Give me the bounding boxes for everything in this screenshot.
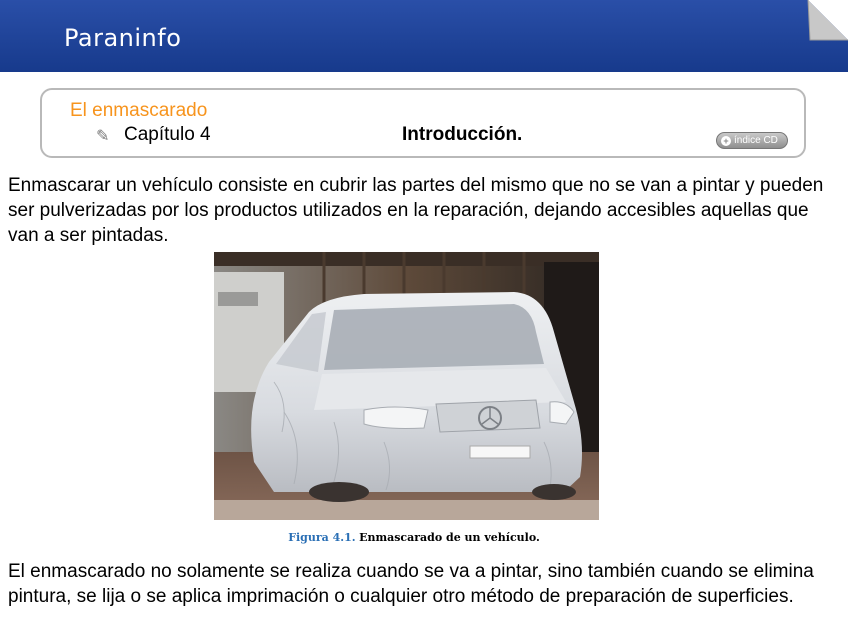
indice-cd-button[interactable]: [716, 132, 788, 149]
section-title: El enmascarado: [70, 100, 208, 121]
chapter-label: Capítulo 4: [124, 124, 211, 145]
figure-label: Figura 4.1.: [288, 531, 356, 544]
chapter-header-box: [40, 88, 806, 158]
pencil-icon: ✎: [96, 128, 110, 145]
figure-text: Enmascarado de un vehículo.: [359, 531, 540, 544]
brand-logo: Paraninfo: [64, 24, 182, 52]
figure-caption: [214, 531, 614, 544]
page-curl-icon: [808, 0, 848, 40]
topic-title: Introducción.: [402, 124, 523, 145]
indice-cd-label: índice CD: [734, 135, 778, 146]
masked-van-photo: [214, 252, 599, 520]
plus-circle-icon: +: [721, 136, 731, 146]
intro-paragraph: Enmascarar un vehículo consiste en cubrir las partes del mismo que no se van a pintar y pueden ser pulverizadas por los productos utilizados en la reparación, dejando accesibles aquellas que van a ser pintadas.: [8, 175, 824, 246]
second-paragraph: El enmascarado no solamente se realiza cuando se va a pintar, sino también cuando se elimina pintura, se lija o se aplica imprimación o cualquier otro método de preparación de superficies.: [8, 561, 814, 607]
